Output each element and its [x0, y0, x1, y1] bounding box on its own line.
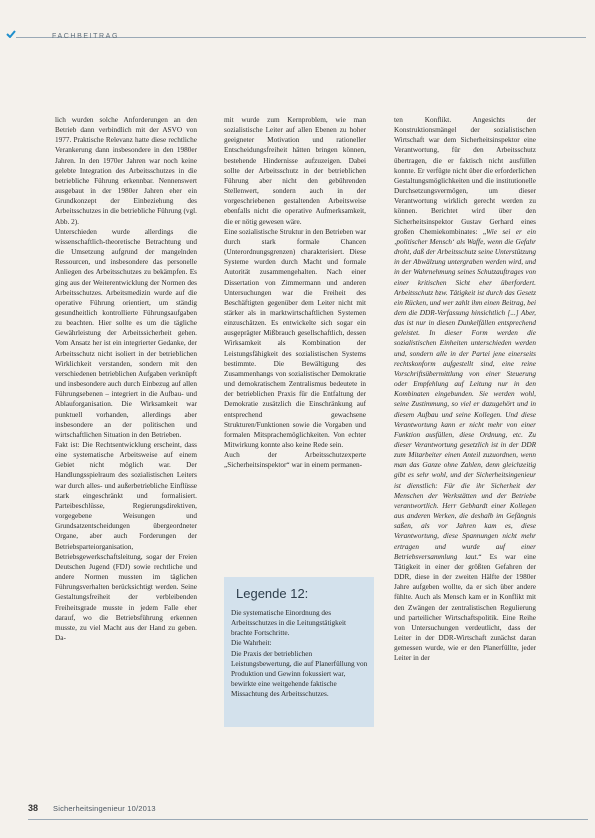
paragraph: Auch der Arbeitsschutzexperte „Sicherheitsinspektor“ war in einem permanen- [224, 451, 366, 470]
legend-paragraph: Die systematische Einordnung des Arbeitsschutzes in die Leitungstätigkeit brachte Fortschritte. [231, 609, 346, 638]
text-column-2 [224, 115, 366, 565]
legend-body [224, 608, 374, 699]
page-header [0, 0, 595, 40]
publication-name: Sicherheitsingenieur 10/2013 [53, 804, 156, 813]
section-label: FACHBEITRAG [52, 33, 119, 40]
page-footer [28, 803, 588, 823]
paragraph: Fakt ist: Die Rechtsentwicklung erscheint, dass eine systematische Arbeitsweise auf einem Gebiet nicht möglich war. Der Handlungsspielraum des sozialistischen Leiters war durch alles- und außerbetriebliche Einflüsse stark eingeschränkt und formalisiert. Parteibeschlüsse, Regierungsdirektiven, vorgegebene Weisungen und Grundsatzentscheidungen übergeordneter Organe, aber auch Forderungen der Betriebsparteiorganisation, Betriebsgewerkschaftsleitung, sogar der Freien Deutschen Jugend (FDJ) sowie rechtliche und andere Normen mussten im täglichen Führungsverhalten berücksichtigt werden. Seine Gestaltungsfreiheit der verbleibenden Freiheitsgrade musste in jedem Falle eher darauf, wo die Betriebsführung erkennen musste, zu viel Macht aus der Hand zu geben. Da- [55, 441, 197, 642]
paragraph: mit wurde zum Kernproblem, wie man sozialistische Leiter auf allen Ebenen zu hoher geeigneter Motivation und rationeller Entscheidungsfreiheit hätten bringen können, bestehende Hindernisse aufzuzeigen. Dabei sollte der Arbeitsschutz in der betrieblichen Führung aber nicht den gebührenden Stellenwert, sondern auch in der vorgeschriebenen gestaltenden Arbeitsweise ebenfalls nicht die operative Aufmerksamkeit, die er nötig gewesen wäre. [224, 116, 366, 226]
checkmark-icon [6, 30, 16, 38]
quote-text: Wie sei er ein ‚politischer Mensch‘ als Waffe, wenn die Gefahr droht, daß der Arbeitsschutz seine Unterstützung in der Abwälzung untergraben werden wird, und in der Wahrnehmung seines Schutzauftrages von einer kritischen Sicht eher überfordert. Arbeitsschutz bzw. Tätigkeit ist durch das Gesetz ein Rücken, und wer zahlt ihm einen Beitrag, bei dem die DDR-Verfassung hinsichtlich [...] Aber, das ist nur in diesen Dunkelfällen entsprechend geleistet. In dieser Form werden die sozialistischen Einheiten unterschieden werden und, sondern alle in der Partei jene einerseits rechtskonform aufgestellt sind, eine reine Vorschriftsübermittlung von einer Steuerung oder Empfehlung auf Leitung nur in den Kombinaten eingebunden. Sie werden wohl, seine Zustimmung, so viel er dazugehört und in diesem Aufbau und seine Kollegen. Und diese Verantwortung kann er nicht mehr von einer Funktion ausfüllen, diese Ordnung, etc. Zu dieser Verantwortung gesetzlich ist in der DDR zum Mitarbeiter einen Anteil zuzuordnen, wenn man das Ganze ohne Zahlen, denn gleichzeitig gibt es sehr wohl, und der Sicherheitsingenieur ist dienstlich: Für die ihr Sicherheit der Menschen der Werkstätten und der Betriebe verantwortlich. Herr Gebhardt einer Kollegen aus anderen Werken, die deshalb im Gefängnis saßen, als vor Jahren kam es, diese Verantwortung, diese Spannungen nicht mehr ertragen und wurde auf einer Betriebsversammlung laut. [394, 227, 536, 561]
text-column-3 [394, 115, 536, 825]
paragraph-text: ten Konflikt. Angesichts der Konstruktionsmängel der sozialistischen Wirtschaft war dem Sicherheitsinspektor eine Verantwortung, für den Arbeitsschutz übertragen, die er faktisch nicht ausfüllen konnte. Er verfügte nicht über die erforderlichen Gestaltungsmöglichkeiten und die institutionelle Durchsetzungsvermögen, um dieser Verantwortung wirklich gerecht werden zu können. Berichtet wird über den Sicherheitsinspektor Gustav Gerhard eines großen Chemiekombinates: „ [394, 116, 536, 236]
text-column-1 [55, 115, 197, 825]
legend-box [224, 577, 374, 727]
legend-paragraph: Die Wahrheit: [231, 639, 272, 648]
footer-rule [28, 819, 588, 820]
page-number: 38 [28, 803, 39, 813]
paragraph-text: “ Es war eine Tätigkeit in einer der größten Gefahren der DDR, diese in der zweiten Hälfte der 1980er Jahre aufgeben wollte, da er sich über andere fühlte. Auch als Mensch kam er in Konflikt mit den Zwängen der zentralistischen Regulierung und parteilicher Wirtschaftspolitik. Eine Reihe von Untersuchungen verdeutlicht, dass der Leiter in der DDR-Wirtschaft zunächst daran gemessen wurde, wie er den Planerfüllte, jeder Leiter in der [394, 552, 536, 663]
paragraph: Unterschieden wurde allerdings die wissenschaftlich-theoretische Betrachtung und die Umsetzung aufgrund der mangelnden Ressourcen, und insbesondere das personelle Anliegen des Arbeitsschutzes zu bekämpfen. Es ging aus der Weiterentwicklung der Normen des Arbeitsschutzes. Arbeitsmedizin wurde auf die operative Führung orientiert, um ständig gesundheitlich kontrollierte Führungsaufgaben zu beachten. Hier sollte es um die tägliche Gewährleistung der Arbeitssicherheit gehen. Vom Ansatz her ist ein integrierter Gedanke, der Arbeitsschutz nicht isoliert in der betrieblichen Wirklichkeit verstanden, sondern mit den verschiedenen betrieblichen Aufgaben verknüpft und insbesondere auch durch Einbezug auf allen Führungsebenen – integriert in die Aufbau- und Ablauforganisation. Die Wirksamkeit war punktuell vorhanden, allerdings aber insbesondere an der politischen und wirtschaftlichen Situation in den Betrieben. [55, 227, 197, 439]
legend-title: Legende 12: [236, 586, 309, 601]
paragraph [394, 115, 536, 663]
paragraph: Eine sozialistische Struktur in den Betrieben war durch stark formale Chancen (Unterordnungsgrenzen) charakterisiert. Diese Systeme wurden durch Macht und formale Autorität zusammengehalten. Nach einer Dissertation von Zimmermann und anderen Untersuchungen war die Freiheit des Beschäftigten gegenüber dem Leiter nicht mit stärker als in marktwirtschaftlichen Systemen einzuschätzen. Es entwickelte sich sogar ein ausgeprägter Mißbrauch gesellschaftlich, dessen Wirksamkeit als Kombination der Leistungsfähigkeit des sozialistischen Systems bestimmte. Die Bewältigung des Zusammenhangs von sozialistischer Demokratie und demokratischem Zentralismus bedeutete in der betrieblichen Praxis für die Entfaltung der Demokratie zusätzlich die Einschränkung auf entsprechend gewachsene Strukturen/Funktionen sowie die Vorgaben und formalen Mitsprachemöglichkeiten. Von echter Mitwirkung konnte also keine Rede sein. [224, 227, 366, 449]
legend-paragraph: Die Praxis der betrieblichen Leistungsbewertung, die auf Planerfüllung von Produktion und Gewinn fokussiert war, bewirkte eine weitgehende faktische Missachtung des Arbeitsschutzes. [231, 649, 368, 699]
paragraph: lich wurden solche Anforderungen an den Betrieb dann verbindlich mit der ASVO von 1977. Praktische Relevanz hatte diese rechtliche Verankerung dann insbesondere in den 1980er Jahren. In den 1970er Jahren war noch keine gelebte Integration des Arbeitsschutzes in die betriebliche Führung erkennbar. Nennenswert ausgebaut in der 1980er Jahren eher ein Grundkonzept der Einbeziehung des Arbeitsschutzes in die betriebliche Führung (vgl. Abb. 2). [55, 116, 197, 226]
